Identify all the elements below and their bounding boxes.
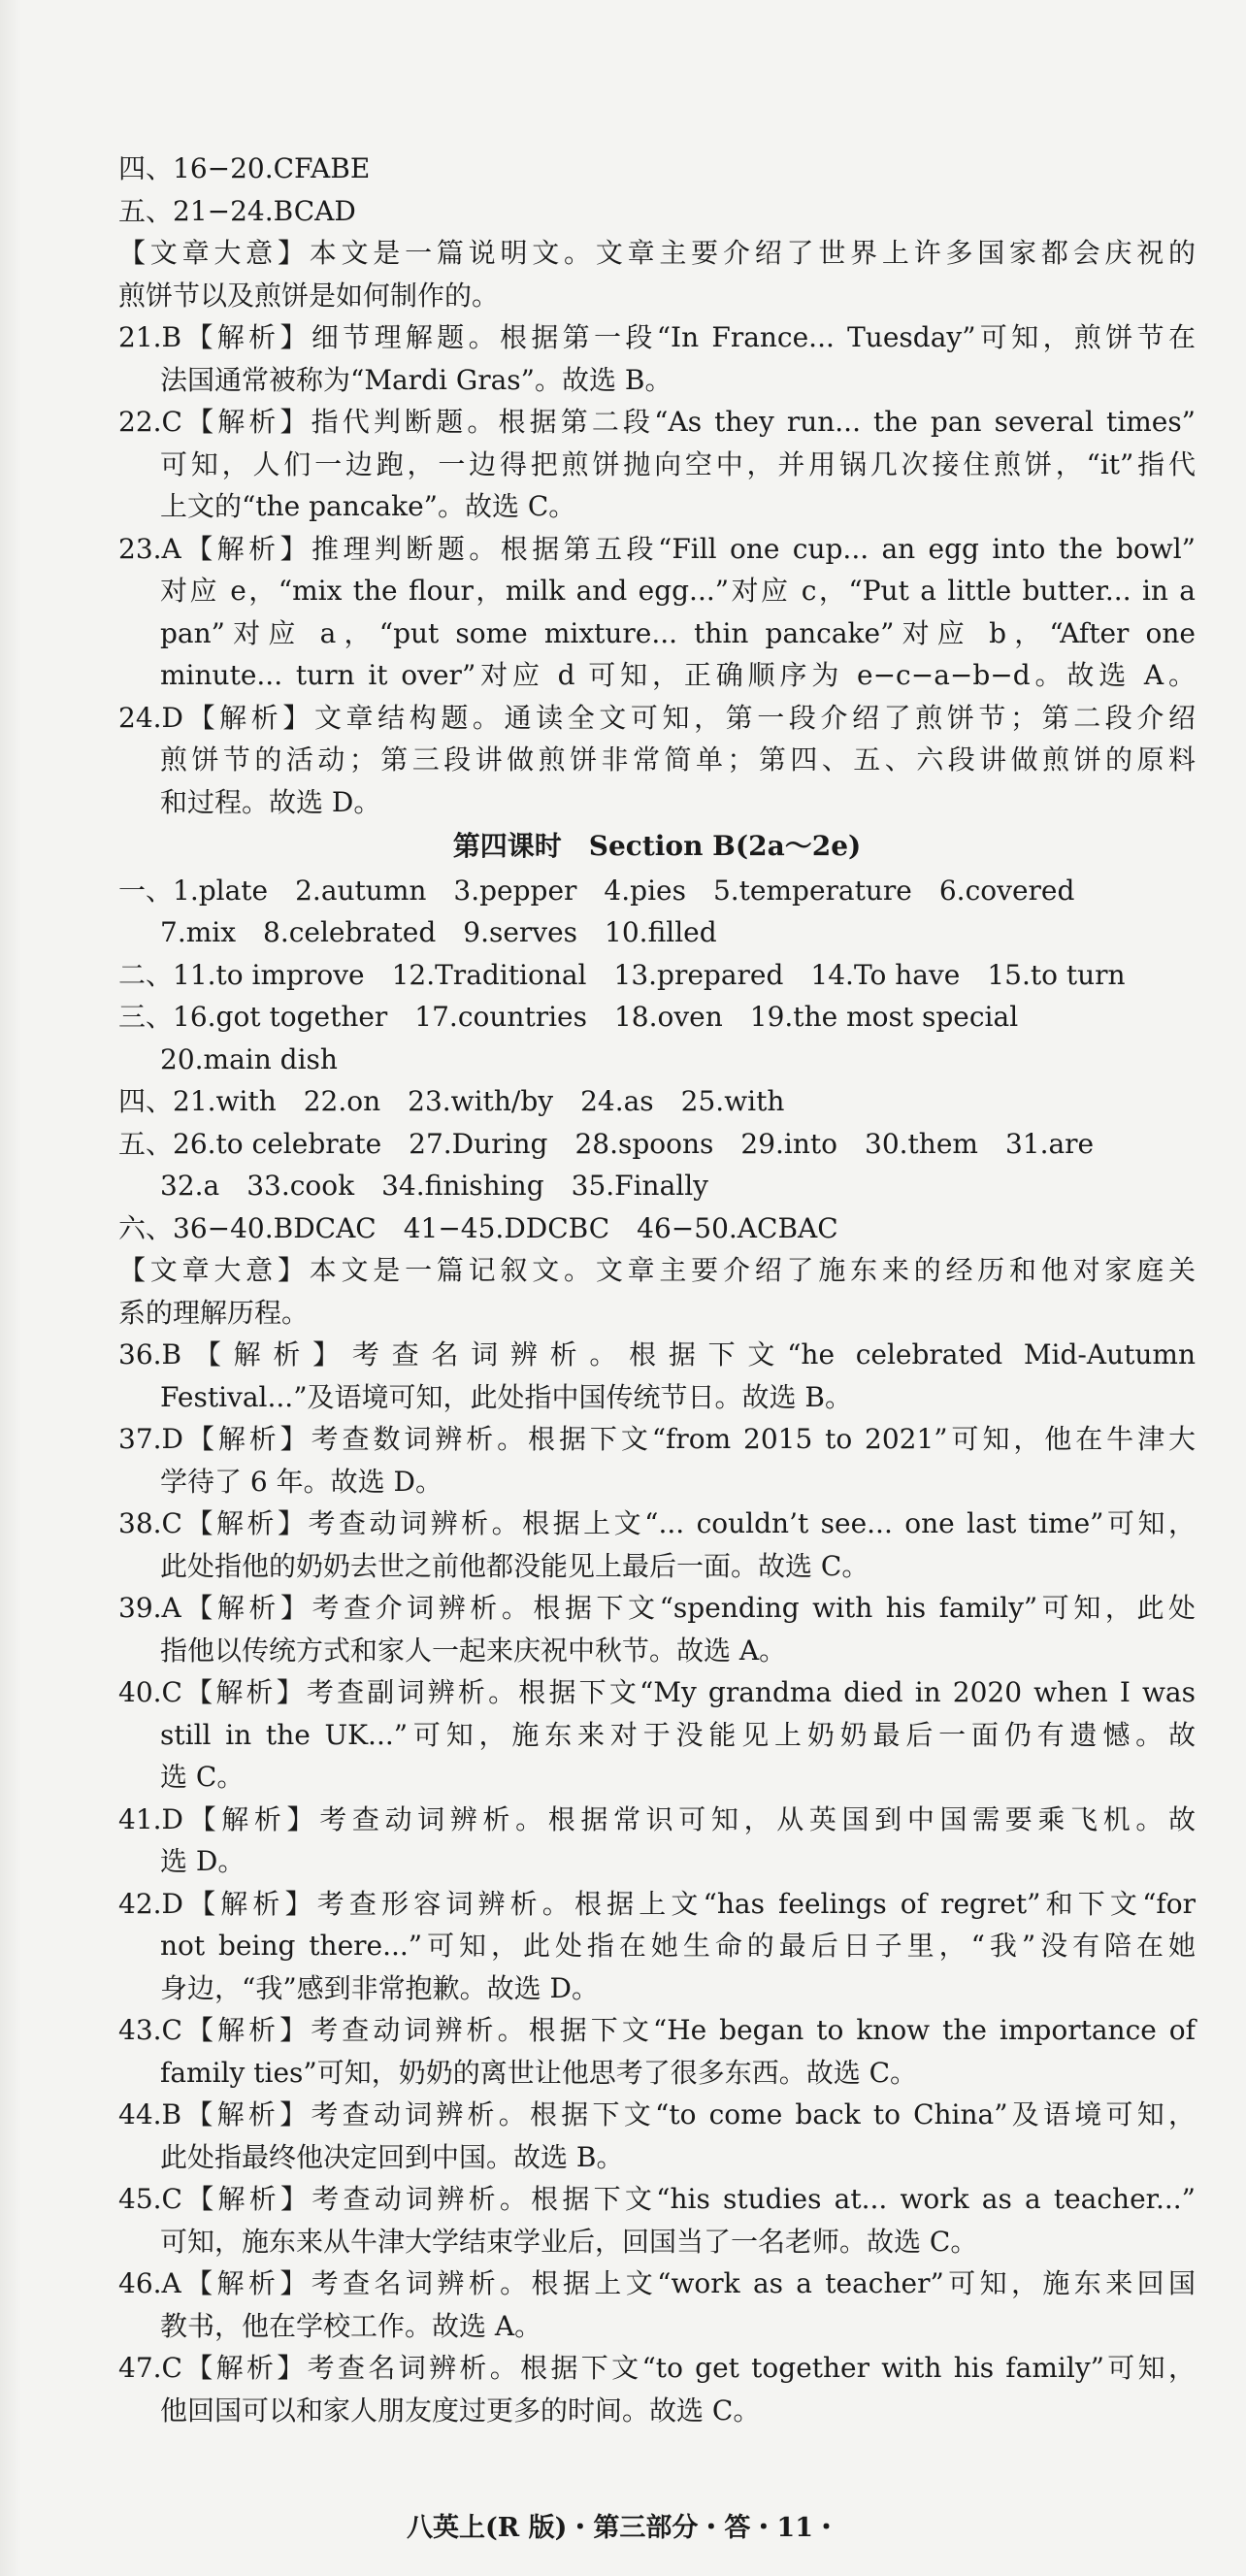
q23: minute... turn it over”对应 d 可知，正确顺序为 e−c−a−b−d。故选 A。: [160, 659, 1196, 691]
exercise-5: 32.a 33.cook 34.finishing 35.Finally: [160, 1170, 708, 1202]
exercise-6: 六、36−40.BDCAC 41−45.DDCBC 46−50.ACBAC: [118, 1211, 838, 1244]
q44: 此处指最终他决定回到中国。故选 B。: [160, 2140, 624, 2173]
q39: 39.A【解析】考查介词辨析。根据下文“spending with his family”可知，此处: [118, 1592, 1196, 1624]
q38: 此处指他的奶奶去世之前他都没能见上最后一面。故选 C。: [160, 1549, 869, 1582]
q23: 23.A【解析】推理判断题。根据第五段“Fill one cup... an egg into the bowl”: [118, 532, 1196, 565]
exercise-3: 20.main dish: [160, 1042, 338, 1075]
exercise-2: 二、11.to improve 12.Traditional 13.prepared 14.To have 15.to turn: [118, 958, 1126, 991]
q21: 21.B【解析】细节理解题。根据第一段“In France... Tuesday”可知，煎饼节在: [118, 321, 1196, 353]
q23: pan”对应 a，“put some mixture... thin pancake”对应 b，“After one: [160, 616, 1196, 649]
summary-2: 系的理解历程。: [118, 1296, 310, 1329]
exercise-4: 四、21.with 22.on 23.with/by 24.as 25.with: [118, 1085, 785, 1117]
q41: 41.D【解析】考查动词辨析。根据常识可知，从英国到中国需要乘飞机。故: [118, 1802, 1196, 1835]
summary-1: 煎饼节以及煎饼是如何制作的。: [118, 279, 500, 312]
q43: 43.C【解析】考查动词辨析。根据下文“He began to know the importance of: [118, 2014, 1196, 2046]
answer-key-page: [118, 148, 1196, 2431]
q38: 38.C【解析】考查动词辨析。根据上文“... couldn’t see... one last time”可知，: [118, 1507, 1196, 1539]
q47: 47.C【解析】考查名词辨析。根据下文“to get together with his family”可知，: [118, 2352, 1196, 2384]
q42: 身边，“我”感到非常抱歉。故选 D。: [160, 1971, 599, 2004]
section-title: 第四课时 Section B(2a～2e): [452, 830, 862, 862]
page-footer: 八英上(R 版)・第三部分・答・11・: [407, 2513, 839, 2543]
q47: 他回国可以和家人朋友度过更多的时间。故选 C。: [160, 2394, 761, 2427]
q43: family ties”可知，奶奶的离世让他思考了很多东西。故选 C。: [160, 2056, 918, 2089]
left-margin-strip: [0, 0, 21, 2576]
q40: 40.C【解析】考查副词辨析。根据下文“My grandma died in 2020 when I was: [118, 1676, 1196, 1708]
q24: 和过程。故选 D。: [160, 785, 381, 818]
q36: Festival...”及语境可知，此处指中国传统节日。故选 B。: [160, 1380, 853, 1413]
summary-2: 【文章大意】本文是一篇记叙文。文章主要介绍了施东来的经历和他对家庭关: [118, 1254, 1196, 1286]
q40: still in the UK...”可知，施东来对于没能见上奶奶最后一面仍有遗憾。故: [160, 1718, 1196, 1751]
q37: 学待了 6 年。故选 D。: [160, 1465, 443, 1498]
q46: 教书，他在学校工作。故选 A。: [160, 2309, 542, 2342]
q45: 可知，施东来从牛津大学结束学业后，回国当了一名老师。故选 C。: [160, 2225, 978, 2258]
q41: 选 D。: [160, 1845, 246, 1877]
q40: 选 C。: [160, 1761, 245, 1793]
q42: 42.D【解析】考查形容词辨析。根据上文“has feelings of regret”和下文“for: [118, 1887, 1196, 1920]
exercise-5: 五、26.to celebrate 27.During 28.spoons 29.into 30.them 31.are: [118, 1127, 1095, 1160]
q44: 44.B【解析】考查动词辨析。根据下文“to come back to China”及语境可知，: [118, 2098, 1196, 2130]
q22: 22.C【解析】指代判断题。根据第二段“As they run... the pan several times”: [118, 406, 1196, 438]
q39: 指他以传统方式和家人一起来庆祝中秋节。故选 A。: [160, 1634, 787, 1667]
answer-line-sec4: 四、16−20.CFABE: [118, 152, 371, 184]
q21: 法国通常被称为“Mardi Gras”。故选 B。: [160, 363, 672, 396]
exercise-3: 三、16.got together 17.countries 18.oven 19.the most special: [118, 1001, 1019, 1033]
q22: 可知，人们一边跑，一边得把煎饼抛向空中，并用锅几次接住煎饼，“it”指代: [160, 447, 1196, 480]
q24: 煎饼节的活动；第三段讲做煎饼非常简单；第四、五、六段讲做煎饼的原料: [160, 743, 1196, 776]
q37: 37.D【解析】考查数词辨析。根据下文“from 2015 to 2021”可知，他在牛津大: [118, 1423, 1196, 1455]
q24: 24.D【解析】文章结构题。通读全文可知，第一段介绍了煎饼节；第二段介绍: [118, 701, 1196, 734]
summary-1: 【文章大意】本文是一篇说明文。文章主要介绍了世界上许多国家都会庆祝的: [118, 237, 1196, 269]
q46: 46.A【解析】考查名词辨析。根据上文“work as a teacher”可知，施东来回国: [118, 2267, 1196, 2299]
q36: 36.B【解析】考查名词辨析。根据下文“he celebrated Mid-Autumn: [118, 1338, 1196, 1371]
answer-line-sec5: 五、21−24.BCAD: [118, 194, 356, 227]
exercise-1: 7.mix 8.celebrated 9.serves 10.filled: [160, 916, 717, 948]
exercise-1: 一、1.plate 2.autumn 3.pepper 4.pies 5.temperature 6.covered: [118, 874, 1075, 907]
q23: 对应 e，“mix the flour，milk and egg...”对应 c，“Put a little butter... in a: [160, 575, 1196, 607]
q45: 45.C【解析】考查动词辨析。根据下文“his studies at... work as a teacher...”: [118, 2183, 1196, 2215]
q42: not being there...”可知，此处指在她生命的最后日子里，“我”没有陪在她: [160, 1930, 1196, 1962]
q22: 上文的“the pancake”。故选 C。: [160, 490, 576, 522]
